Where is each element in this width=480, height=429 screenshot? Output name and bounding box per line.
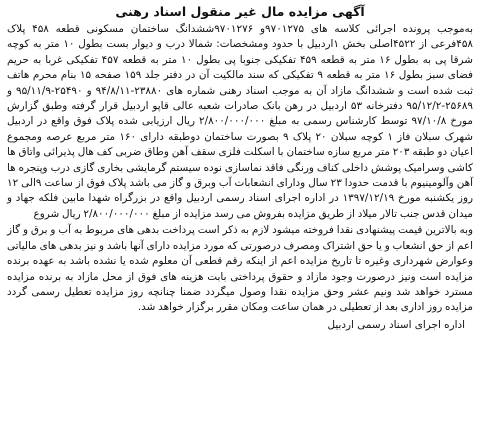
notice-paragraph-terms: وبه بالاترین قیمت پیشنهادی نقدا فروخته میشود لازم به ذکر است پرداخت بدهی های مربوط به آب و برق و گاز اعم از حق انشعاب و یا حق اشتراک ومصرف درصورتی که مورد مزایده دارای آنها باشد و نیز بدهی های مالیاتی وعوارض شهرداری وغیره تا تاریخ مزایده اعم از اینکه رقم قطعی آن معلوم شده یا نشده باشد به عهده برنده مزایده است ونیز درصورت وجود مازاد و حقوق پرداختی بابت هزینه های فوق از محل مازاد به برنده مزایده مسترد خواهد شد ونیم عشر وحق مزایده نقدا وصول میگردد ضمنا چنانچه روز مزایده تعطیل رسمی گردد مزایده روز اداری بعد از تعطیلی در همان ساعت ومکان مقرر برگزار خواهد شد. [7, 224, 473, 314]
notice-signature: اداره اجرای اسناد رسمی اردبیل [327, 318, 465, 331]
notice-title: آگهی مزایده مال غیر منقول اسناد رهنی [115, 4, 365, 19]
notice-paragraph-property-details: به‌موجب پرونده اجرائی کلاسه های ۹۷۰۱۲۷۵و ۹۷۰۱۲۷۶ششدانگ ساختمان مسکونی قطعه ۴۵۸ پلاک ۴۵۸فرعی از ۴۵۲۲اصلی بخش ۱اردبیل با حدود ومشخصات: شمالا درب و دیوار بست بطول ۱۰ متر به کوچه شرقا پی به بطول ۱۶ متر به قطعه ۴۵۹ تفکیکی جنوبا پی بطول ۱۰ متر به قطعه ۴۵۷ تفکیکی غربا به حریم فضای سبز بطول ۱۶ متر به قطعه ۹ تفکیکی که سند مالکیت آن در دفتر جلد ۱۵۹ صفحه ۱۵ بنام محرم هاتف ثبت شده است و ششدانگ مازاد آن به موجب اسناد رهنی شماره های ۲۳۸۸۰-۹۴/۸/۱۱ و ۲۵۴۹۰-۹۵/۱۱/۹ و ۲۵۶۸۹-۹۵/۱۲/۲ دفترخانه ۵۳ اردبیل در رهن بانک صادرات شعبه عالی قاپو اردبیل قرار گرفته وطبق گزارش مورخ ۹۷/۱۰/۸ توسط کارشناس رسمی به مبلغ ۲/۸۰۰/۰۰۰/۰۰۰ ریال ارزیابی شده پلاک فوق واقع در اردبیل شهرک سبلان فاز ۱ کوچه سبلان ۲۰ پلاک ۹ بصورت ساختمان دوطبقه دارای ۱۶۰ متر مربع عرصه ومجموع اعیان دو طبقه ۲۰۳ متر مربع سازه ساختمان با اسکلت فلزی سقف آهن وطاق ضربی کف هال پذیرائی واتاق ها کاشی وسرامیک پوشش داخلی کناف ورنگی فاقد نماسازی نوده سیستم گرمایشی بخاری گازی درب وپنجره ها آهن وآلومینیوم با قدمت حدودا ۲۳ سال ودارای انشعابات آب وبرق و گاز می باشد پلاک فوق از ساعت ۹الی ۱۲ روز یکشنبه مورخ ۱۳۹۷/۱۲/۱۹ در اداره اجرای اسناد رسمی اردبیل واقع در بزرگراه شهدا مابین فلکه جهاد و میدان قدس جنب تالار میلاد از طریق مزایده بفروش می رسد مزایده از مبلغ ۲/۸۰۰/۰۰۰/۰۰۰ ریال شروع [7, 23, 474, 220]
